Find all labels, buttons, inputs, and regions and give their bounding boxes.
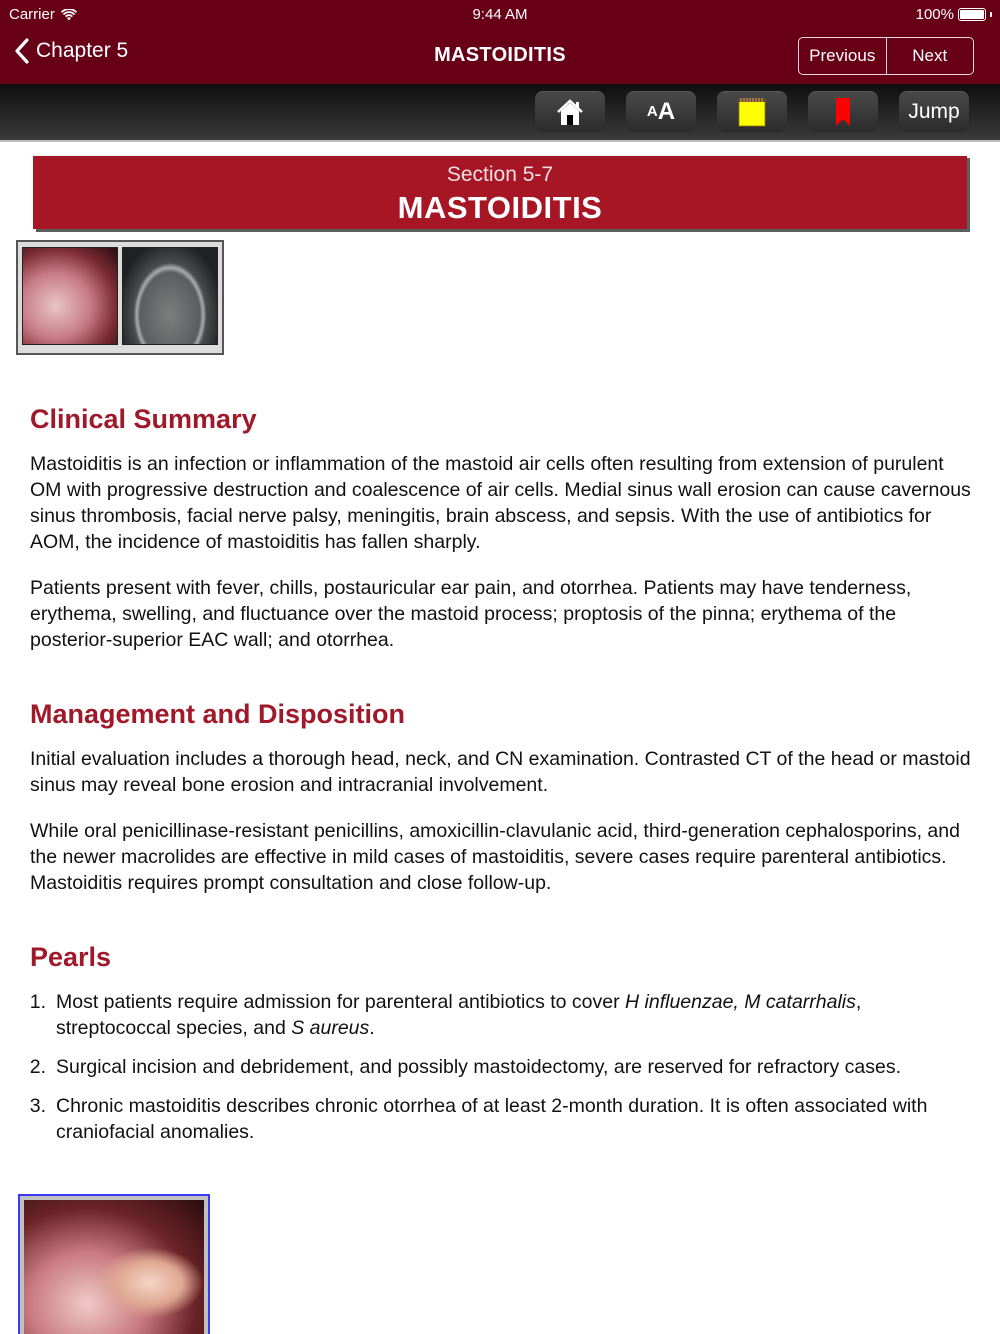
chevron-left-icon bbox=[14, 38, 30, 64]
list-number: 1. bbox=[29, 991, 46, 1013]
pearl-text: , streptococcal species, and bbox=[56, 991, 862, 1039]
organism-name: S aureus bbox=[291, 1017, 370, 1039]
paragraph: While oral penicillinase-resistant penicillins, amoxicillin-clavulanic acid, third-generation cephalosporins, and the newer macrolides are effective in mild cases of mastoiditis, severe cases require parenteral antibiotics. Mastoiditis requires prompt consultation and close follow-up. bbox=[30, 820, 960, 894]
pearl-text: Surgical incision and debridement, and possibly mastoidectomy, are reserved for refractory cases. bbox=[56, 1056, 902, 1078]
home-icon bbox=[555, 97, 585, 127]
organism-names: H influenzae, M catarrhalis bbox=[625, 991, 856, 1013]
carrier-label: Carrier bbox=[9, 6, 55, 23]
image-thumbnails bbox=[16, 240, 224, 355]
figure-ear-photo[interactable] bbox=[18, 1194, 210, 1334]
pearls-heading: Pearls bbox=[30, 942, 112, 972]
font-size-button[interactable] bbox=[626, 91, 696, 132]
article-content bbox=[30, 404, 975, 1191]
bookmark-icon bbox=[835, 97, 851, 127]
pearl-text: Most patients require admission for parenteral antibiotics to cover bbox=[56, 991, 626, 1013]
thumbnail-ct-scan[interactable] bbox=[122, 247, 218, 345]
battery-icon bbox=[958, 8, 986, 21]
pearls-section bbox=[30, 942, 975, 1145]
toolbar bbox=[0, 84, 1000, 142]
page-title: MASTOIDITIS bbox=[434, 44, 566, 66]
home-button[interactable] bbox=[535, 91, 605, 132]
pearls-list bbox=[24, 989, 975, 1145]
section-title: MASTOIDITIS bbox=[397, 190, 603, 225]
section-number: Section 5-7 bbox=[446, 163, 554, 186]
back-button[interactable] bbox=[14, 38, 128, 64]
list-item bbox=[24, 989, 975, 1041]
next-button[interactable]: Next bbox=[886, 38, 974, 74]
battery-indicator bbox=[916, 6, 992, 23]
paragraph: Mastoiditis is an infection or inflammation of the mastoid air cells often resulting from extension of purulent OM with progressive destruction and coalescence of air cells. Medial sinus wall erosion can cause cavernous sinus thrombosis, facial nerve palsy, meningitis, brain abscess, and sepsis. With the use of antibiotics for AOM, the incidence of mastoiditis has fallen sharply. bbox=[30, 453, 971, 553]
pearl-text: Chronic mastoiditis describes chronic otorrhea of at least 2-month duration. It is often associated with craniofacial anomalies. bbox=[56, 1095, 928, 1143]
navigation-bar bbox=[0, 0, 1000, 84]
font-small-glyph: A bbox=[646, 103, 658, 120]
font-big-glyph: A bbox=[657, 97, 676, 125]
clinical-summary-section bbox=[30, 404, 975, 653]
notes-button[interactable] bbox=[717, 91, 787, 132]
section-banner bbox=[33, 155, 967, 229]
paragraph: Patients present with fever, chills, postauricular ear pain, and otorrhea. Patients may have tenderness, erythema, swelling, and fluctuance over the mastoid process; proptosis of the pinna; erythema of the posterior-superior EAC wall; and otorrhea. bbox=[30, 577, 912, 651]
prev-next-segmented-control bbox=[798, 37, 974, 75]
list-number: 2. bbox=[29, 1056, 46, 1078]
jump-button[interactable]: Jump bbox=[899, 91, 969, 132]
back-label: Chapter 5 bbox=[36, 39, 129, 62]
paragraph: Initial evaluation includes a thorough head, neck, and CN examination. Contrasted CT of the head or mastoid sinus may reveal bone erosion and intracranial involvement. bbox=[30, 748, 971, 796]
battery-percent: 100% bbox=[915, 6, 954, 23]
ear-photo-image bbox=[24, 1200, 204, 1334]
management-section bbox=[30, 699, 975, 896]
clinical-summary-heading: Clinical Summary bbox=[30, 404, 257, 434]
thumbnail-ear-photo[interactable] bbox=[22, 247, 118, 345]
pearl-text: . bbox=[369, 1017, 375, 1039]
status-bar bbox=[0, 0, 1000, 28]
management-heading: Management and Disposition bbox=[30, 699, 406, 729]
list-number: 3. bbox=[29, 1095, 46, 1117]
clock: 9:44 AM bbox=[472, 6, 528, 23]
list-item bbox=[24, 1054, 975, 1080]
notepad-icon bbox=[738, 97, 766, 127]
bookmark-button[interactable] bbox=[808, 91, 878, 132]
previous-button[interactable]: Previous bbox=[809, 46, 876, 65]
list-item bbox=[24, 1093, 975, 1145]
